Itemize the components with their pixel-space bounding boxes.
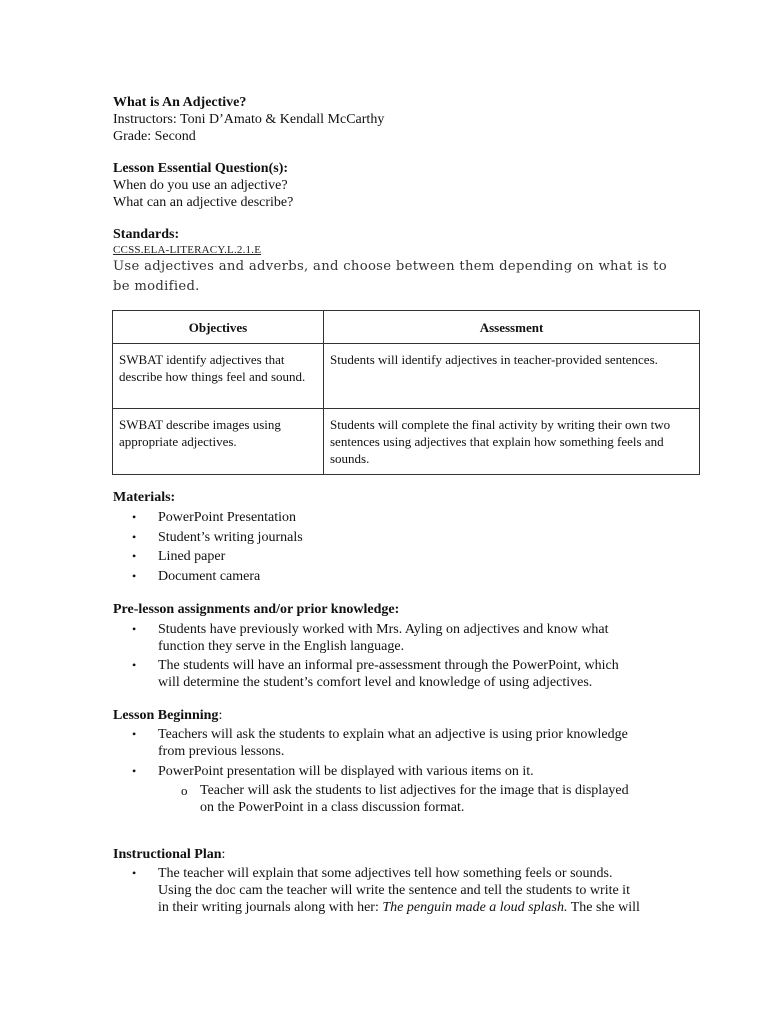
beginning-heading: Lesson Beginning: — [113, 708, 223, 723]
standard-code-link[interactable]: CCSS.ELA-LITERACY.L.2.1.E — [113, 244, 262, 256]
assessment-cell: Students will complete the final activity by writing their own two sentences using adjectives that explain how something feels and sounds. — [324, 409, 700, 475]
bullet-icon: • — [132, 866, 137, 880]
list-item: • Students have previously worked with Mrs. Ayling on adjectives and know what function they serve in the English language. — [132, 622, 609, 654]
list-item: • The students will have an informal pre-assessment through the PowerPoint, which will determine the student’s comfort level and knowledge of using adjectives. — [132, 658, 619, 690]
lesson-title: What is An Adjective? — [113, 95, 247, 110]
standards-heading: Standards: — [113, 227, 180, 242]
objectives-header: Objectives — [113, 311, 324, 344]
bullet-icon: • — [132, 764, 137, 778]
bullet-icon: • — [132, 549, 137, 563]
instructional-heading: Instructional Plan: — [113, 847, 226, 862]
bullet-icon: • — [132, 727, 137, 741]
list-item: • PowerPoint presentation will be displayed with various items on it. — [132, 764, 534, 779]
objectives-assessment-table — [112, 310, 700, 475]
prelesson-section — [113, 601, 703, 691]
table-row — [113, 344, 700, 409]
prelesson-list — [113, 621, 703, 691]
table-row — [113, 409, 700, 475]
objective-cell: SWBAT describe images using appropriate adjectives. — [113, 409, 324, 475]
circle-bullet-icon: o — [181, 783, 188, 798]
bullet-icon: • — [132, 510, 137, 524]
standards-section — [113, 226, 703, 297]
standard-text: Use adjectives and adverbs, and choose between them depending on what is to be modified. — [113, 259, 668, 294]
objective-cell: SWBAT identify adjectives that describe how things feel and sound. — [113, 344, 324, 409]
table-header-row — [113, 311, 700, 344]
beginning-list — [113, 726, 703, 780]
prelesson-heading: Pre-lesson assignments and/or prior knowledge: — [113, 602, 400, 617]
essential-question: When do you use an adjective? — [113, 178, 288, 193]
list-item: • Teachers will ask the students to explain what an adjective is using prior knowledge from previous lessons. — [132, 727, 628, 759]
beginning-sublist — [113, 782, 703, 816]
essential-heading: Lesson Essential Question(s): — [113, 161, 289, 176]
list-item: • Lined paper — [113, 547, 703, 567]
instructors-line: Instructors: Toni D’Amato & Kendall McCarthy — [113, 112, 385, 127]
list-item: • PowerPoint Presentation — [113, 508, 703, 528]
materials-list — [113, 508, 703, 586]
list-item: o Teacher will ask the students to list adjectives for the image that is displayed on the PowerPoint in a class discussion format. — [181, 783, 629, 815]
list-item: • Student’s writing journals — [113, 528, 703, 548]
assessment-header: Assessment — [324, 311, 700, 344]
materials-section — [113, 489, 703, 586]
lesson-header — [113, 94, 703, 145]
grade-line: Grade: Second — [113, 129, 196, 144]
instructional-plan-section — [113, 846, 703, 916]
materials-heading: Materials: — [113, 490, 176, 505]
list-item: • Document camera — [113, 567, 703, 587]
lesson-beginning-section — [113, 707, 703, 816]
essential-questions-section — [113, 160, 703, 211]
essential-question: What can an adjective describe? — [113, 195, 294, 210]
list-item: • The teacher will explain that some adjectives tell how something feels or sounds. Using the doc cam the teacher will write the sentence and tell the students to write it in their writing journals along with her: The penguin made a loud splash. The she will — [132, 866, 640, 915]
assessment-cell: Students will identify adjectives in teacher-provided sentences. — [324, 344, 700, 409]
bullet-icon: • — [132, 622, 137, 636]
instructional-list — [113, 865, 703, 916]
bullet-icon: • — [132, 568, 137, 583]
bullet-icon: • — [132, 658, 137, 672]
bullet-icon: • — [132, 529, 137, 544]
